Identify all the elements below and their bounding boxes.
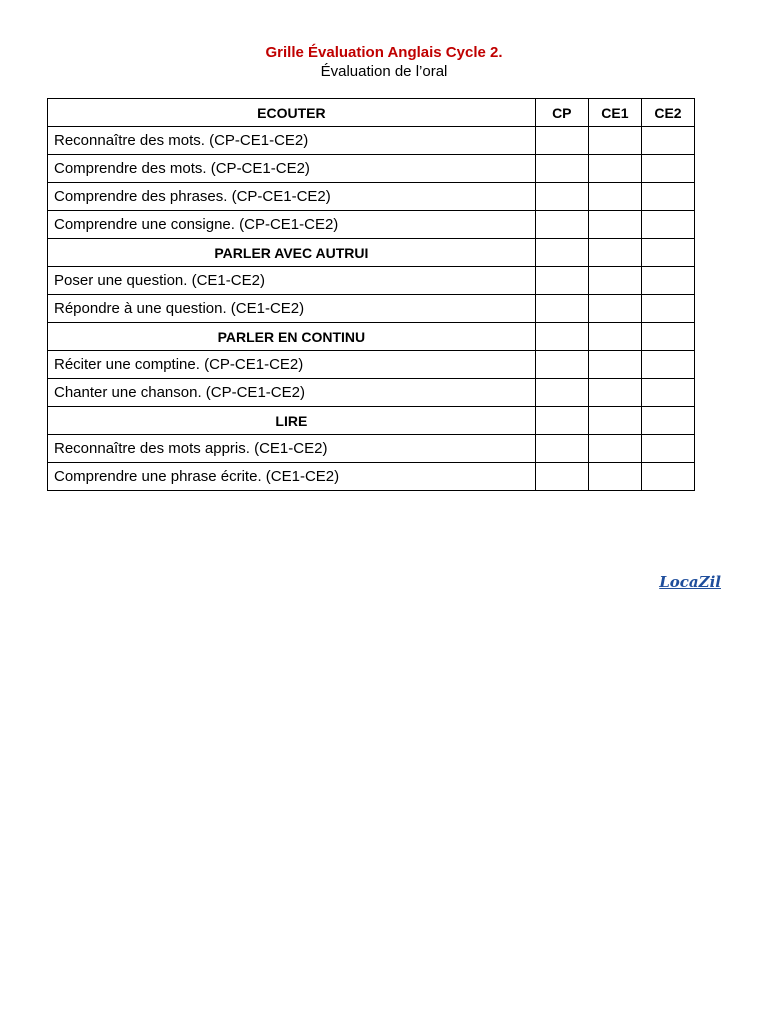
criterion-label: Comprendre une consigne. (CP-CE1-CE2)	[48, 211, 536, 239]
score-cell[interactable]	[588, 351, 641, 379]
level-header-ce2: CE2	[641, 99, 694, 127]
score-cell[interactable]	[641, 155, 694, 183]
score-cell[interactable]	[535, 211, 588, 239]
score-cell	[641, 323, 694, 351]
section-heading: LIRE	[48, 407, 536, 435]
score-cell	[641, 239, 694, 267]
table-row	[48, 127, 695, 155]
score-cell[interactable]	[588, 267, 641, 295]
level-header-ce1: CE1	[588, 99, 641, 127]
table-row	[48, 379, 695, 407]
table-row	[48, 267, 695, 295]
criterion-label: Comprendre des mots. (CP-CE1-CE2)	[48, 155, 536, 183]
table-row	[48, 295, 695, 323]
score-cell[interactable]	[641, 379, 694, 407]
score-cell	[588, 323, 641, 351]
score-cell[interactable]	[641, 267, 694, 295]
section-header-row	[48, 323, 695, 351]
score-cell[interactable]	[535, 435, 588, 463]
score-cell[interactable]	[588, 379, 641, 407]
score-cell	[588, 239, 641, 267]
criterion-label: Reconnaître des mots. (CP-CE1-CE2)	[48, 127, 536, 155]
page-title: Grille Évaluation Anglais Cycle 2.	[265, 44, 503, 61]
criterion-label: Reconnaître des mots appris. (CE1-CE2)	[48, 435, 536, 463]
criterion-label: Réciter une comptine. (CP-CE1-CE2)	[48, 351, 536, 379]
evaluation-grid	[47, 98, 695, 491]
score-cell[interactable]	[588, 463, 641, 491]
section-header-row	[48, 99, 695, 127]
score-cell[interactable]	[641, 295, 694, 323]
criterion-label: Poser une question. (CE1-CE2)	[48, 267, 536, 295]
section-header-row	[48, 407, 695, 435]
score-cell[interactable]	[588, 183, 641, 211]
section-header-row	[48, 239, 695, 267]
section-heading: ECOUTER	[48, 99, 536, 127]
score-cell	[535, 239, 588, 267]
score-cell[interactable]	[641, 351, 694, 379]
score-cell[interactable]	[641, 183, 694, 211]
score-cell[interactable]	[588, 295, 641, 323]
score-cell[interactable]	[535, 127, 588, 155]
table-row	[48, 351, 695, 379]
criterion-label: Comprendre des phrases. (CP-CE1-CE2)	[48, 183, 536, 211]
score-cell	[535, 323, 588, 351]
section-heading: PARLER EN CONTINU	[48, 323, 536, 351]
score-cell[interactable]	[535, 155, 588, 183]
score-cell[interactable]	[641, 463, 694, 491]
criterion-label: Chanter une chanson. (CP-CE1-CE2)	[48, 379, 536, 407]
table-row	[48, 155, 695, 183]
section-heading: PARLER AVEC AUTRUI	[48, 239, 536, 267]
score-cell[interactable]	[641, 127, 694, 155]
level-header-cp: CP	[535, 99, 588, 127]
score-cell[interactable]	[641, 435, 694, 463]
score-cell[interactable]	[641, 211, 694, 239]
score-cell	[535, 407, 588, 435]
author-signature: LocaZil	[659, 573, 721, 591]
score-cell[interactable]	[535, 295, 588, 323]
score-cell[interactable]	[588, 155, 641, 183]
page-subtitle: Évaluation de l’oral	[320, 63, 448, 80]
score-cell[interactable]	[535, 183, 588, 211]
score-cell[interactable]	[535, 463, 588, 491]
table-row	[48, 435, 695, 463]
table-row	[48, 463, 695, 491]
score-cell[interactable]	[535, 379, 588, 407]
score-cell[interactable]	[588, 127, 641, 155]
score-cell[interactable]	[588, 211, 641, 239]
score-cell[interactable]	[535, 267, 588, 295]
score-cell[interactable]	[588, 435, 641, 463]
score-cell[interactable]	[535, 351, 588, 379]
criterion-label: Répondre à une question. (CE1-CE2)	[48, 295, 536, 323]
table-row	[48, 211, 695, 239]
criterion-label: Comprendre une phrase écrite. (CE1-CE2)	[48, 463, 536, 491]
score-cell	[641, 407, 694, 435]
table-row	[48, 183, 695, 211]
score-cell	[588, 407, 641, 435]
